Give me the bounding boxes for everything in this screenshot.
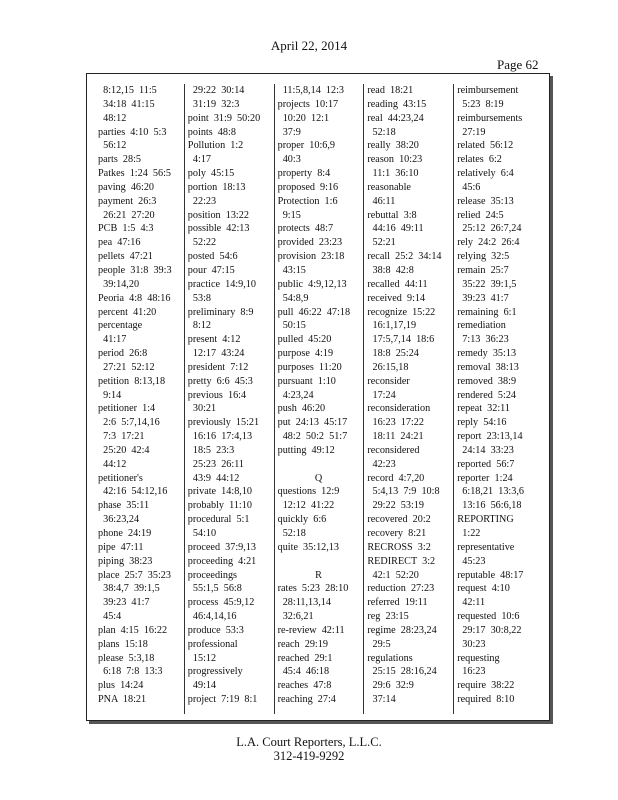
index-entry: 26:21 27:20: [98, 209, 155, 221]
index-entry: remaining 6:1: [457, 306, 517, 318]
index-entry: parties 4:10 5:3: [98, 126, 167, 138]
index-entry: projects 10:17: [277, 98, 339, 110]
index-entry: 8:12: [187, 320, 212, 332]
index-entry: 37:14: [367, 694, 396, 706]
index-entry: recognize 15:22: [367, 306, 436, 318]
index-entry: [278, 458, 360, 472]
index-entry: 39:23 41:7: [457, 292, 509, 304]
index-entry: 29:17 30:8,22: [457, 624, 522, 636]
index-entry: R: [315, 569, 322, 581]
index-entry: removed 38:9: [457, 375, 517, 387]
index-entry: 39:14,20: [98, 278, 140, 290]
index-entry: reconsidered: [367, 444, 420, 456]
index-entry: 54:8,9: [277, 292, 309, 304]
index-entry: 29:22 30:14: [187, 85, 245, 96]
index-entry: plans 15:18: [98, 638, 148, 650]
index-entry: process 45:9,12: [187, 597, 255, 609]
index-entry: 35:22 39:1,5: [457, 278, 517, 290]
index-entry: 9:14: [98, 389, 122, 401]
transcript-date: April 22, 2014: [270, 38, 348, 53]
index-entry: 50:15: [277, 320, 306, 332]
index-entry: parts 28:5: [98, 154, 142, 166]
index-entry: 29:5: [367, 638, 391, 650]
index-entry: 43:9 44:12: [187, 472, 240, 484]
index-entry: 5:4,13 7:9 10:8: [367, 486, 440, 498]
index-entry: reply 54:16: [457, 417, 507, 429]
index-entry: proceedings: [187, 569, 238, 581]
index-entry: 46:4,14,16: [187, 611, 237, 623]
index-entry: rendered 5:24: [457, 389, 517, 401]
index-entry: pea 47:16: [98, 237, 141, 249]
index-entry: 9:15: [277, 209, 301, 221]
footer-company: L.A. Court Reporters, L.L.C.: [236, 735, 382, 749]
index-entry: reaches 47:8: [277, 680, 332, 692]
index-entry: 30:21: [187, 403, 217, 415]
index-entry: percent 41:20: [98, 306, 157, 318]
index-entry: reg 23:15: [367, 611, 409, 623]
footer-phone: 312-419-9292: [273, 749, 345, 763]
index-entry: push 46:20: [277, 403, 326, 415]
index-entry: poly 45:15: [187, 168, 235, 180]
index-entry: read 18:21: [367, 85, 414, 96]
index-entry: 24:14 33:23: [457, 444, 514, 456]
index-entry: received 9:14: [367, 292, 426, 304]
index-entry: period 26:8: [98, 348, 148, 360]
index-entry: release 35:13: [457, 195, 514, 207]
index-entry: provision 23:18: [277, 251, 345, 263]
index-entry: 4:23,24: [277, 389, 314, 401]
index-column: [454, 84, 543, 714]
index-entry: 36:23,24: [98, 514, 140, 526]
index-entry: petition 8:13,18: [98, 375, 166, 387]
index-entry: 32:6,21: [277, 611, 314, 623]
index-entry: request 4:10: [457, 583, 510, 595]
index-entry: relying 32:5: [457, 251, 510, 263]
index-entry: 37:9: [277, 126, 301, 138]
index-entry: 52:18: [277, 528, 306, 539]
index-entry: professional: [187, 638, 238, 650]
footer: [0, 735, 618, 763]
index-entry: probably 11:10: [187, 500, 252, 512]
index-frame: [86, 73, 550, 721]
index-entry: requesting: [457, 652, 500, 664]
index-entry: 16:23 17:22: [367, 417, 424, 429]
index-entry: portion 18:13: [187, 181, 246, 193]
index-entry: recalled 44:11: [367, 278, 428, 290]
index-entry: project 7:19 8:1: [187, 694, 258, 706]
index-entry: 25:20 42:4: [98, 444, 150, 456]
index-entry: 1:22: [457, 528, 481, 539]
index-entry: 43:15: [277, 264, 306, 276]
index-entry: record 4:7,20: [367, 472, 425, 484]
index-entry: 18:11 24:21: [367, 431, 424, 443]
index-entry: pulled 45:20: [277, 334, 332, 346]
index-entry: 38:4,7 39:1,5: [98, 583, 160, 595]
index-entry: 48:2 50:2 51:7: [277, 431, 348, 443]
index-entry: recall 25:2 34:14: [367, 251, 442, 263]
index-entry: pour 47:15: [187, 264, 235, 276]
index-entry: related 56:12: [457, 140, 514, 152]
index-entry: 42:16 54:12,16: [98, 486, 168, 498]
index-entry: 7:3 17:21: [98, 431, 145, 443]
index-entry: Protection 1:6: [277, 195, 338, 207]
index-entry: 55:1,5 56:8: [187, 583, 242, 595]
index-entry: removal 38:13: [457, 361, 519, 373]
index-entry: 12:17 43:24: [187, 348, 245, 360]
index-entry: paving 46:20: [98, 181, 155, 193]
index-entry: position 13:22: [187, 209, 249, 221]
index-entry: [278, 555, 360, 569]
index-entry: reconsider: [367, 375, 410, 387]
index-entry: 4:17: [187, 154, 212, 166]
index-entry: 13:16 56:6,18: [457, 500, 522, 512]
index-entry: 27:21 52:12: [98, 361, 155, 373]
index-entry: required 8:10: [457, 694, 515, 706]
index-entry: reading 43:15: [367, 98, 427, 110]
index-entry: reach 29:19: [277, 638, 328, 650]
index-column: [364, 84, 454, 714]
index-entry: reaching 27:4: [277, 694, 336, 706]
index-entry: 54:10: [187, 528, 217, 539]
index-entry: 18:8 25:24: [367, 348, 419, 360]
index-entry: property 8:4: [277, 168, 331, 180]
index-entry: reporter 1:24: [457, 472, 513, 484]
page-number: Page 62: [497, 57, 539, 72]
index-entry: 25:12 26:7,24: [457, 223, 522, 235]
index-entry: 10:20 12:1: [277, 112, 330, 124]
index-entry: 22:23: [187, 195, 217, 207]
index-entry: 28:11,13,14: [277, 597, 331, 609]
index-entry: proceeding 4:21: [187, 555, 257, 567]
index-entry: quite 35:12,13: [277, 541, 339, 553]
index-entry: 6:18,21 13:3,6: [457, 486, 524, 498]
index-entry: 45:23: [457, 555, 486, 567]
index-entry: 11:5,8,14 12:3: [277, 85, 345, 96]
index-entry: PNA 18:21: [98, 694, 147, 706]
index-entry: PCB 1:5 4:3: [98, 223, 154, 235]
index-entry: 52:22: [187, 237, 217, 249]
index-entry: referred 19:11: [367, 597, 428, 609]
index-entry: 2:6 5:7,14,16: [98, 417, 160, 429]
index-entry: remain 25:7: [457, 264, 509, 276]
index-entry: reason 10:23: [367, 154, 423, 166]
index-entry: remedy 35:13: [457, 348, 517, 360]
index-entry: recovery 8:21: [367, 528, 427, 539]
index-entry: 15:12: [187, 652, 217, 664]
index-entry: points 48:8: [187, 126, 236, 138]
index-entry: public 4:9,12,13: [277, 278, 347, 290]
index-entry: putting 49:12: [277, 444, 335, 456]
index-entry: present 4:12: [187, 334, 241, 346]
index-entry: reasonable: [367, 181, 411, 193]
index-entry: 52:18: [367, 126, 396, 138]
index-entry: 27:19: [457, 126, 486, 138]
index-entry: 45:4 46:18: [277, 666, 330, 678]
index-entry: relatively 6:4: [457, 168, 514, 180]
index-entry: 29:22 53:19: [367, 500, 424, 512]
index-entry: 17:24: [367, 389, 396, 401]
index-entry: 45:4: [98, 611, 122, 623]
index-entry: 46:11: [367, 195, 396, 207]
index-entry: require 38:22: [457, 680, 515, 692]
index-entry: president 7:12: [187, 361, 249, 373]
index-entry: real 44:23,24: [367, 112, 424, 124]
index-entry: 29:6 32:9: [367, 680, 414, 692]
index-entry: 39:23 41:7: [98, 597, 150, 609]
index-entry: Q: [314, 472, 323, 484]
index-entry: reduction 27:23: [367, 583, 435, 595]
index-entry: 41:17: [98, 334, 127, 346]
index-entry: phase 35:11: [98, 500, 150, 512]
index-entry: rates 5:23 28:10: [277, 583, 349, 595]
index-entry: payment 26:3: [98, 195, 157, 207]
index-entry: preliminary 8:9: [187, 306, 254, 318]
index-entry: reimbursement: [457, 85, 519, 96]
index-entry: reimbursements: [457, 112, 523, 124]
index-entry: reconsideration: [367, 403, 431, 415]
index-entry: percentage: [98, 320, 143, 332]
index-entry: 16:16 17:4,13: [187, 431, 253, 443]
index-entry: plan 4:15 16:22: [98, 624, 168, 636]
index-entry: 34:18 41:15: [98, 98, 155, 110]
index-entry: 6:18 7:8 13:3: [98, 666, 163, 678]
index-entry: 44:16 49:11: [367, 223, 424, 235]
index-entry: 52:21: [367, 237, 396, 249]
index-entry: 25:23 26:11: [187, 458, 245, 470]
index-entry: reached 29:1: [277, 652, 333, 664]
index-entry: Pollution 1:2: [187, 140, 244, 152]
index-entry: report 23:13,14: [457, 431, 523, 443]
index-entry: put 24:13 45:17: [277, 417, 348, 429]
index-entry: 17:5,7,14 18:6: [367, 334, 435, 346]
index-entry: 26:15,18: [367, 361, 409, 373]
index-entry: 53:8: [187, 292, 212, 304]
index-entry: point 31:9 50:20: [187, 112, 261, 124]
index-entry: protects 48:7: [277, 223, 334, 235]
index-entry: practice 14:9,10: [187, 278, 256, 290]
index-entry: 18:5 23:3: [187, 444, 235, 456]
index-entry: REDIRECT 3:2: [367, 555, 436, 567]
index-entry: 11:1 36:10: [367, 168, 419, 180]
index-entry: relied 24:5: [457, 209, 504, 221]
index-entry: 30:23: [457, 638, 486, 650]
index-entry: pursuant 1:10: [277, 375, 336, 387]
index-entry: petitioner 1:4: [98, 403, 156, 415]
index-entry: rely 24:2 26:4: [457, 237, 520, 249]
index-entry: 16:1,17,19: [367, 320, 417, 332]
index-entry: relates 6:2: [457, 154, 502, 166]
index-entry: 42:1 52:20: [367, 569, 419, 581]
index-column: [275, 84, 365, 714]
index-entry: 45:6: [457, 181, 481, 193]
index-entry: quickly 6:6: [277, 514, 327, 526]
index-entry: purposes 11:20: [277, 361, 342, 373]
index-entry: provided 23:23: [277, 237, 343, 249]
index-entry: pull 46:22 47:18: [277, 306, 351, 318]
index-entry: reported 56:7: [457, 458, 515, 470]
index-entry: produce 53:3: [187, 624, 244, 636]
index-entry: 40:3: [277, 154, 301, 166]
index-entry: please 5:3,18: [98, 652, 155, 664]
index-entry: proper 10:6,9: [277, 140, 336, 152]
index-entry: place 25:7 35:23: [98, 569, 171, 581]
index-entry: regulations: [367, 652, 413, 664]
index-entry: 8:12,15 11:5: [98, 85, 157, 96]
index-entry: 49:14: [187, 680, 217, 692]
index-entry: 7:13 36:23: [457, 334, 509, 346]
index-entry: 16:23: [457, 666, 486, 678]
index-entry: remediation: [457, 320, 506, 332]
index-entry: procedural 5:1: [187, 514, 250, 526]
index-entry: 12:12 41:22: [277, 500, 335, 512]
index-entry: pipe 47:11: [98, 541, 144, 553]
index-entry: 38:8 42:8: [367, 264, 414, 276]
index-entry: 42:23: [367, 458, 396, 470]
index-entry: regime 28:23,24: [367, 624, 437, 636]
index-entry: private 14:8,10: [187, 486, 253, 498]
index-columns: [95, 84, 543, 714]
index-entry: pretty 6:6 45:3: [187, 375, 253, 387]
index-entry: 25:15 28:16,24: [367, 666, 437, 678]
index-entry: recovered 20:2: [367, 514, 431, 526]
index-column: [95, 84, 185, 714]
index-entry: 5:23 8:19: [457, 98, 504, 110]
index-entry: piping 38:23: [98, 555, 153, 567]
index-entry: purpose 4:19: [277, 348, 334, 360]
index-entry: petitioner's: [98, 472, 143, 484]
index-entry: posted 54:6: [187, 251, 238, 263]
index-entry: pellets 47:21: [98, 251, 153, 263]
index-entry: 48:12: [98, 112, 127, 124]
index-entry: phone 24:19: [98, 528, 152, 539]
index-entry: Peoria 4:8 48:16: [98, 292, 171, 304]
index-entry: possible 42:13: [187, 223, 250, 235]
index-entry: proposed 9:16: [277, 181, 339, 193]
index-entry: repeat 32:11: [457, 403, 510, 415]
index-column: [185, 84, 275, 714]
index-entry: re-review 42:11: [277, 624, 345, 636]
index-entry: REPORTING: [457, 514, 514, 526]
index-entry: Patkes 1:24 56:5: [98, 168, 172, 180]
index-entry: proceed 37:9,13: [187, 541, 256, 553]
index-entry: previously 15:21: [187, 417, 260, 429]
index-entry: previous 16:4: [187, 389, 247, 401]
index-entry: 44:12: [98, 458, 127, 470]
index-entry: RECROSS 3:2: [367, 541, 431, 553]
index-entry: 56:12: [98, 140, 127, 152]
index-entry: really 38:20: [367, 140, 419, 152]
index-entry: rebuttal 3:8: [367, 209, 417, 221]
index-entry: progressively: [187, 666, 243, 678]
index-entry: requested 10:6: [457, 611, 520, 623]
index-entry: representative: [457, 541, 515, 553]
index-entry: people 31:8 39:3: [98, 264, 172, 276]
index-entry: plus 14:24: [98, 680, 144, 692]
index-entry: 42:11: [457, 597, 486, 609]
index-entry: questions 12:9: [277, 486, 340, 498]
index-entry: reputable 48:17: [457, 569, 524, 581]
index-entry: 31:19 32:3: [187, 98, 240, 110]
